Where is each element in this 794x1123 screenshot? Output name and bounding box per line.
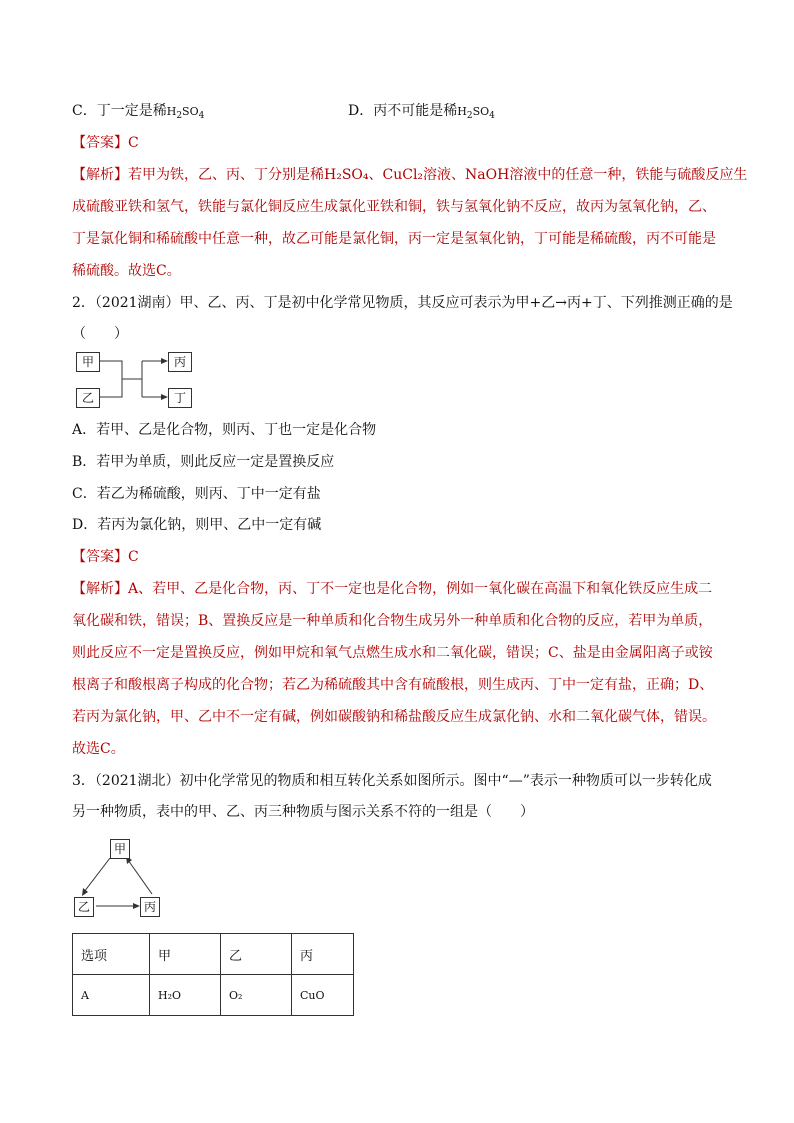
- q2-option-b: B．若甲为单质，则此反应一定是置换反应: [72, 454, 335, 470]
- q1-analysis-line-4: 稀硫酸。故选C。: [72, 263, 181, 279]
- q2-option-d: D．若丙为氯化钠，则甲、乙中一定有碱: [72, 517, 322, 533]
- q1-analysis-label: 【解析】: [72, 167, 128, 183]
- q1-answer-label: 【答案】: [72, 135, 128, 151]
- table-cell: O₂: [221, 975, 292, 1016]
- q2-answer-value: C: [128, 549, 139, 565]
- q2-box-ding: 丁: [168, 388, 192, 408]
- q3-stem-line-2: 另一种物质，表中的甲、乙、丙三种物质与图示关系不符的一组是（ ）: [72, 804, 534, 820]
- q2-answer-label: 【答案】: [72, 549, 128, 565]
- option-d-formula-so: SO: [472, 105, 490, 118]
- option-d-sub2: 4: [489, 111, 495, 121]
- q2-option-a: A．若甲、乙是化合物，则丙、丁也一定是化合物: [72, 422, 377, 438]
- option-d-top: [348, 101, 495, 126]
- q2-stem-line-2: （ ）: [72, 326, 128, 342]
- q2-analysis-line-5: 若丙为氯化钠，甲、乙中不一定有碱，例如碳酸钠和稀盐酸反应生成氯化钠、水和二氧化碳气体，错误。: [72, 709, 716, 725]
- table-header-cell: 选项: [73, 934, 150, 975]
- table-header-row: [73, 934, 354, 975]
- q2-answer: [72, 547, 139, 567]
- q1-analysis-line-1: [72, 165, 747, 185]
- option-c-top: [72, 101, 204, 126]
- option-c-sub1: 2: [176, 111, 183, 121]
- table-header-cell: 乙: [221, 934, 292, 975]
- q3-table: [72, 933, 354, 1016]
- option-c-formula-so: SO: [182, 105, 199, 118]
- table-cell: A: [73, 975, 150, 1016]
- q2-analysis-line-2: 氧化碳和铁，错误；B、置换反应是一种单质和化合物生成另外一种单质和化合物的反应，若甲为单质，: [72, 613, 713, 629]
- q2-analysis-line-6: 故选C。: [72, 741, 125, 757]
- option-d-sub1: 2: [466, 111, 473, 121]
- q1-analysis-line-2: 成硫酸亚铁和氢气，铁能与氯化铜反应生成氯化亚铁和铜，铁与氢氧化钠不反应，故丙为氢氧化钠，乙、: [72, 199, 716, 215]
- option-c-sub2: 4: [198, 111, 205, 121]
- option-d-formula-h: H: [457, 105, 467, 118]
- q3-box-bing: 丙: [140, 897, 160, 917]
- q1-answer-value: C: [128, 135, 139, 151]
- q1-analysis-text: 若甲为铁，乙、丙、丁分别是稀H₂SO₄、CuCl₂溶液、NaOH溶液中的任意一种，铁能与硫酸反应生: [128, 167, 748, 183]
- q2-analysis-line-4: 根离子和酸根离子构成的化合物；若乙为稀硫酸其中含有硫酸根，则生成丙、丁中一定有盐，正确；D、: [72, 677, 714, 693]
- option-d-text: D．丙不可能是稀: [348, 103, 458, 119]
- q2-analysis-line-1: [72, 579, 712, 599]
- q2-analysis-label: 【解析】: [72, 581, 128, 597]
- q3-stem-line-1: 3．（2021湖北）初中化学常见的物质和相互转化关系如图所示。图中“—”表示一种物质可以一步转化成: [72, 773, 712, 789]
- q2-option-c: C．若乙为稀硫酸，则丙、丁中一定有盐: [72, 486, 321, 502]
- q3-box-jia: 甲: [110, 839, 130, 859]
- table-header-cell: 甲: [150, 934, 221, 975]
- q2-box-bing: 丙: [168, 352, 192, 372]
- q2-box-yi: 乙: [76, 388, 100, 408]
- q2-stem-line-1: 2．（2021湖南）甲、乙、丙、丁是初中化学常见物质，其反应可表示为甲+乙→丙+丁、下列推测正确的是: [72, 295, 733, 311]
- q2-analysis-text: A、若甲、乙是化合物，丙、丁不一定也是化合物，例如一氧化碳在高温下和氧化铁反应生成二: [128, 581, 713, 597]
- table-row: [73, 975, 354, 1016]
- table-cell: CuO: [292, 975, 354, 1016]
- q1-analysis-line-3: 丁是氯化铜和稀硫酸中任意一种，故乙可能是氯化铜，丙一定是氢氧化钠，丁可能是稀硫酸，丙不可能是: [72, 231, 716, 247]
- table-cell: H₂O: [150, 975, 221, 1016]
- option-c-text: C．丁一定是稀: [72, 103, 167, 119]
- q2-box-jia: 甲: [76, 352, 100, 372]
- option-c-formula-h: H: [166, 105, 177, 118]
- q3-box-yi: 乙: [74, 897, 94, 917]
- table-header-cell: 丙: [292, 934, 354, 975]
- q1-answer: [72, 133, 139, 153]
- q2-analysis-line-3: 则此反应不一定是置换反应，例如甲烷和氧气点燃生成水和二氧化碳，错误；C、盐是由金属阳离子或铵: [72, 645, 713, 661]
